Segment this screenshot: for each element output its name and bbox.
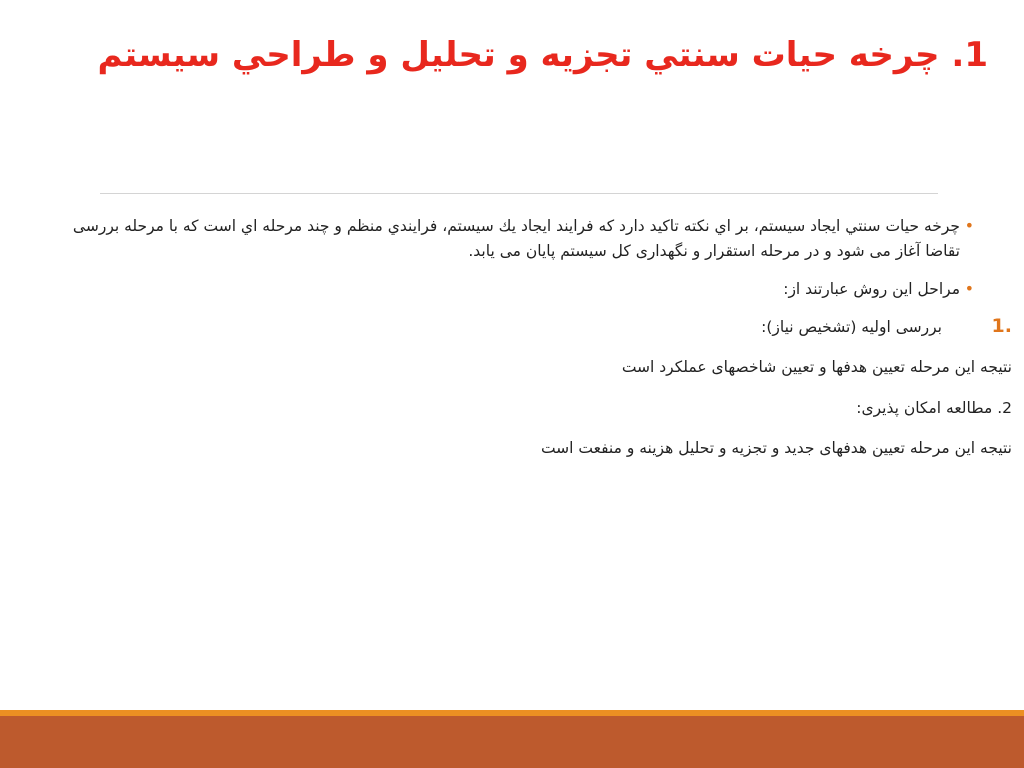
item-result-2: نتيجه اين مرحله تعيين هدفهای جديد و تجزيه و تحليل هزينه و منفعت است: [540, 438, 1012, 457]
item-number-1: 1.: [991, 315, 1012, 338]
slide-content: [50, 214, 1012, 476]
footer-bar: [0, 716, 1024, 768]
bullet-dot-icon: •: [964, 216, 974, 235]
slide-title: 1. چرخه حيات سنتي تجزيه و تحليل و طراحي سيستم: [97, 35, 988, 75]
bullet-paragraph-1: [50, 214, 972, 264]
numbered-item-1: [50, 315, 1012, 340]
item-label-1: بررسی اوليه (تشخيص نياز):: [761, 318, 942, 337]
title-divider: [100, 193, 938, 194]
bullet-dot-icon: •: [964, 279, 974, 299]
bullet-paragraph-2: [50, 277, 972, 302]
item-label-2: 2. مطالعه امكان پذيری:: [856, 398, 1012, 417]
bullet-text-2: مراحل اين روش عبارتند از:: [783, 280, 960, 299]
bullet-text-1: چرخه حيات سنتي ايجاد سيستم، بر اي نكته تاكيد دارد كه فرايند ايجاد يك سيستم، فرايندي منظم و چند مرحله اي است كه با مرحله بررسی تقاضا آغاز می شود و در مرحله استقرار و نگهداری كل سيستم پايان می يابد.: [72, 217, 960, 261]
item-result-1: نتيجه اين مرحله تعيين هدفها و تعيين شاخصهای عملكرد است: [621, 358, 1012, 377]
